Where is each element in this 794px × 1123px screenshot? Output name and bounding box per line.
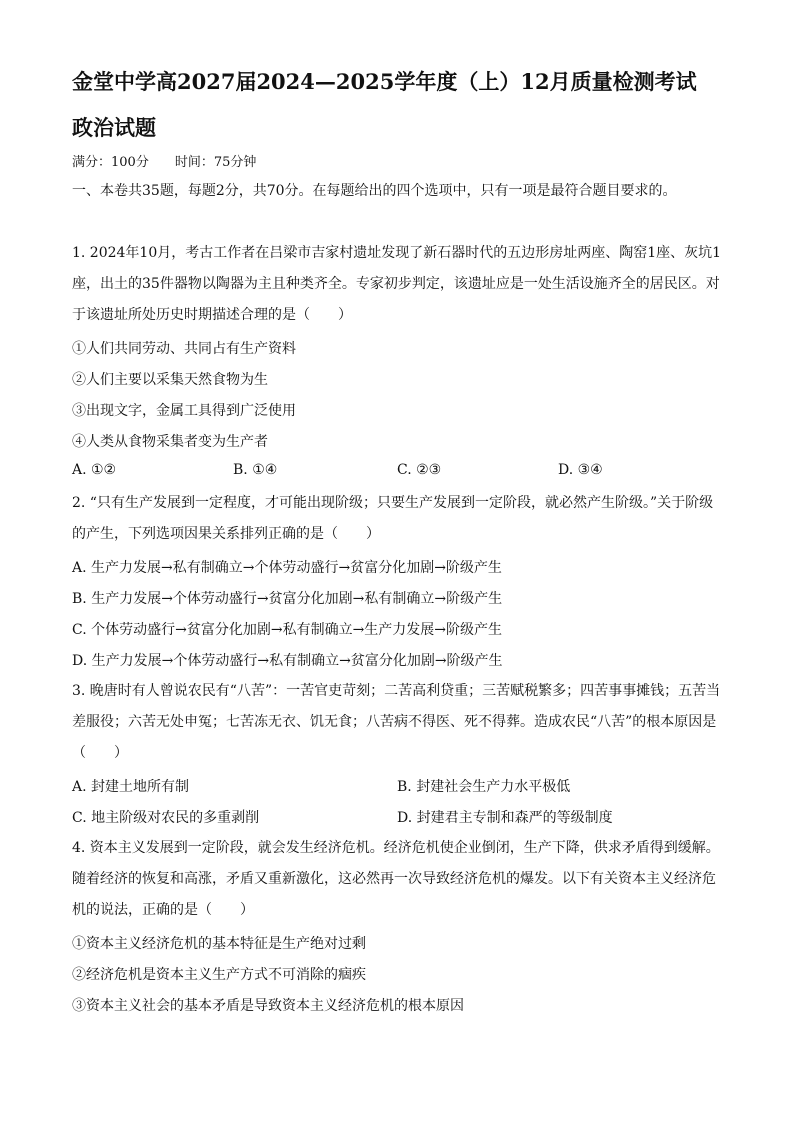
exam-title: 金堂中学高2027届2024—2025学年度（上）12月质量检测考试 bbox=[72, 69, 697, 94]
score-time: 满分：100分 时间：75分钟 bbox=[72, 155, 257, 170]
question-4-statement: ③资本主义社会的基本矛盾是导致资本主义经济危机的根本原因 bbox=[72, 998, 464, 1014]
question-2-option-a: A. 生产力发展→私有制确立→个体劳动盛行→贫富分化加剧→阶级产生 bbox=[72, 560, 502, 576]
question-1-statement: ③出现文字，金属工具得到广泛使用 bbox=[72, 403, 296, 419]
question-2-stem: 2. “只有生产发展到一定程度，才可能出现阶级；只要生产发展到一定阶段，就必然产生阶级。”关于阶级的产生，下列选项因果关系排列正确的是（ ） bbox=[72, 495, 714, 542]
question-1-stem: 1. 2024年10月，考古工作者在吕梁市吉家村遗址发现了新石器时代的五边形房址两座、陶窑1座、灰坑1座，出土的35件器物以陶器为主且种类齐全。专家初步判定，该遗址应是一处生活设施齐全的居民区。对于该遗址所处历史时期描述合理的是（ ） bbox=[72, 245, 722, 323]
question-4-statement: ②经济危机是资本主义生产方式不可消除的痼疾 bbox=[72, 967, 366, 983]
question-2-option-d: D. 生产力发展→个体劳动盛行→私有制确立→贫富分化加剧→阶级产生 bbox=[72, 653, 503, 669]
question-1-option-d: D. ③④ bbox=[558, 462, 603, 478]
question-1-option-a: A. ①② bbox=[72, 462, 117, 478]
question-3-stem: 3. 晚唐时有人曾说农民有“八苦”：一苦官吏苛刻；二苦高利贷重；三苦赋税繁多；四苦事事摊钱；五苦当差服役；六苦无处申冤；七苦冻无衣、饥无食；八苦病不得医、死不得葬。造成农民“八苦”的根本原因是（ ） bbox=[72, 683, 721, 761]
question-3-option-a: A. 封建土地所有制 bbox=[72, 779, 190, 795]
question-4-statement: ①资本主义经济危机的基本特征是生产绝对过剩 bbox=[72, 936, 366, 952]
question-3-option-d: D. 封建君主专制和森严的等级制度 bbox=[397, 810, 613, 826]
question-1-statement: ②人们主要以采集天然食物为生 bbox=[72, 372, 268, 388]
question-2-option-c: C. 个体劳动盛行→贫富分化加剧→私有制确立→生产力发展→阶级产生 bbox=[72, 622, 503, 638]
exam-subject: 政治试题 bbox=[72, 115, 156, 140]
question-4-stem: 4. 资本主义发展到一定阶段，就会发生经济危机。经济危机使企业倒闭，生产下降，供求矛盾得到缓解。随着经济的恢复和高涨，矛盾又重新激化，这必然再一次导致经济危机的爆发。以下有关资本主义经济危机的说法，正确的是（ ） bbox=[72, 840, 720, 918]
question-3-option-c: C. 地主阶级对农民的多重剥削 bbox=[72, 810, 260, 826]
question-3-option-b: B. 封建社会生产力水平极低 bbox=[397, 779, 571, 795]
question-1-option-b: B. ①④ bbox=[233, 462, 278, 478]
question-2-option-b: B. 生产力发展→个体劳动盛行→贫富分化加剧→私有制确立→阶级产生 bbox=[72, 591, 503, 607]
question-1-option-c: C. ②③ bbox=[397, 462, 442, 478]
section-instructions: 一、本卷共35题，每题2分，共70分。在每题给出的四个选项中，只有一项是最符合题目要求的。 bbox=[72, 183, 677, 199]
question-1-statement: ①人们共同劳动、共同占有生产资料 bbox=[72, 341, 296, 357]
question-1-statement: ④人类从食物采集者变为生产者 bbox=[72, 434, 268, 450]
